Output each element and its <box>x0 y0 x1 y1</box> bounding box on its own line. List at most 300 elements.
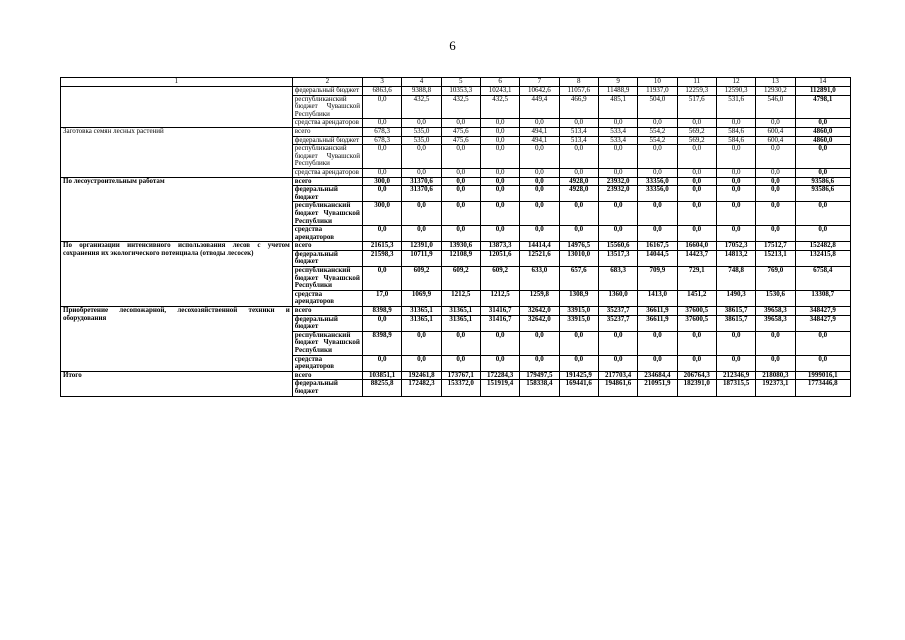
value-cell: 0,0 <box>756 145 795 169</box>
value-cell: 0,0 <box>441 168 480 177</box>
value-cell: 6863,6 <box>362 87 401 96</box>
value-cell: 554,2 <box>638 136 677 145</box>
funding-source-cell: республиканский бюджет Чувашской Республики <box>292 95 362 119</box>
value-cell: 0,0 <box>362 226 401 242</box>
value-cell: 1212,5 <box>441 290 480 306</box>
value-cell: 12051,6 <box>480 250 519 266</box>
value-cell: 1360,0 <box>598 290 637 306</box>
value-cell: 300,0 <box>362 177 401 186</box>
value-cell: 39658,3 <box>756 307 795 316</box>
value-cell: 8398,9 <box>362 307 401 316</box>
value-cell: 0,0 <box>559 145 598 169</box>
value-cell: 17052,3 <box>716 242 755 251</box>
value-cell: 769,0 <box>756 267 795 291</box>
value-cell: 0,0 <box>520 202 559 226</box>
value-cell: 0,0 <box>441 331 480 355</box>
value-cell: 0,0 <box>716 202 755 226</box>
value-cell: 609,2 <box>480 267 519 291</box>
value-cell: 0,0 <box>677 226 716 242</box>
total-value-cell: 348427,9 <box>795 315 850 331</box>
value-cell: 13930,6 <box>441 242 480 251</box>
value-cell: 21598,3 <box>362 250 401 266</box>
value-cell: 0,0 <box>638 226 677 242</box>
value-cell: 33356,0 <box>638 186 677 202</box>
value-cell: 0,0 <box>480 355 519 371</box>
total-value-cell: 6758,4 <box>795 267 850 291</box>
value-cell: 0,0 <box>441 355 480 371</box>
funding-source-cell: всего <box>292 307 362 316</box>
value-cell: 609,2 <box>441 267 480 291</box>
value-cell: 8398,9 <box>362 331 401 355</box>
column-header: 10 <box>638 78 677 87</box>
value-cell: 0,0 <box>480 119 519 128</box>
column-header: 12 <box>716 78 755 87</box>
value-cell: 0,0 <box>756 186 795 202</box>
value-cell: 210951,9 <box>638 380 677 396</box>
funding-source-cell: всего <box>292 242 362 251</box>
column-number-row <box>61 78 851 87</box>
value-cell: 0,0 <box>362 119 401 128</box>
value-cell: 554,2 <box>638 127 677 136</box>
value-cell: 584,6 <box>716 136 755 145</box>
value-cell: 0,0 <box>402 168 441 177</box>
value-cell: 0,0 <box>480 177 519 186</box>
value-cell: 0,0 <box>756 168 795 177</box>
value-cell: 0,0 <box>441 145 480 169</box>
column-header: 6 <box>480 78 519 87</box>
value-cell: 709,9 <box>638 267 677 291</box>
value-cell: 15560,6 <box>598 242 637 251</box>
value-cell: 600,4 <box>756 127 795 136</box>
table-row <box>61 242 851 251</box>
value-cell: 31365,1 <box>402 315 441 331</box>
budget-table-wrapper <box>60 77 851 397</box>
value-cell: 0,0 <box>480 202 519 226</box>
value-cell: 678,3 <box>362 127 401 136</box>
value-cell: 12259,3 <box>677 87 716 96</box>
total-value-cell: 4860,0 <box>795 127 850 136</box>
activity-cell: Итого <box>61 371 293 396</box>
value-cell: 36611,9 <box>638 315 677 331</box>
value-cell: 1451,2 <box>677 290 716 306</box>
value-cell: 0,0 <box>480 127 519 136</box>
value-cell: 32642,0 <box>520 315 559 331</box>
value-cell: 494,1 <box>520 136 559 145</box>
value-cell: 172284,3 <box>480 371 519 380</box>
value-cell: 0,0 <box>362 168 401 177</box>
value-cell: 33915,0 <box>559 315 598 331</box>
value-cell: 17,0 <box>362 290 401 306</box>
value-cell: 88255,8 <box>362 380 401 396</box>
funding-source-cell: федеральный бюджет <box>292 136 362 145</box>
value-cell: 10243,1 <box>480 87 519 96</box>
column-header: 1 <box>61 78 293 87</box>
value-cell: 475,6 <box>441 127 480 136</box>
value-cell: 504,0 <box>638 95 677 119</box>
value-cell: 169441,6 <box>559 380 598 396</box>
total-value-cell: 1773446,8 <box>795 380 850 396</box>
value-cell: 0,0 <box>559 202 598 226</box>
value-cell: 14044,5 <box>638 250 677 266</box>
value-cell: 0,0 <box>362 95 401 119</box>
value-cell: 0,0 <box>402 331 441 355</box>
value-cell: 33915,0 <box>559 307 598 316</box>
value-cell: 0,0 <box>441 202 480 226</box>
value-cell: 0,0 <box>716 145 755 169</box>
value-cell: 513,4 <box>559 127 598 136</box>
funding-source-cell: средства арендаторов <box>292 290 362 306</box>
value-cell: 0,0 <box>756 119 795 128</box>
value-cell: 584,6 <box>716 127 755 136</box>
value-cell: 0,0 <box>559 226 598 242</box>
value-cell: 0,0 <box>520 331 559 355</box>
value-cell: 23932,0 <box>598 186 637 202</box>
value-cell: 0,0 <box>716 331 755 355</box>
column-header: 11 <box>677 78 716 87</box>
value-cell: 103851,1 <box>362 371 401 380</box>
value-cell: 31365,1 <box>441 307 480 316</box>
value-cell: 0,0 <box>677 202 716 226</box>
column-header: 9 <box>598 78 637 87</box>
value-cell: 12108,9 <box>441 250 480 266</box>
total-value-cell: 112891,0 <box>795 87 850 96</box>
page-number: 6 <box>449 38 456 53</box>
activity-cell: Приобретение лесопожарной, лесохозяйственной техники и оборудования <box>61 307 293 372</box>
total-value-cell: 4798,1 <box>795 95 850 119</box>
value-cell: 0,0 <box>716 119 755 128</box>
value-cell: 4928,0 <box>559 186 598 202</box>
value-cell: 206764,3 <box>677 371 716 380</box>
value-cell: 432,5 <box>441 95 480 119</box>
value-cell: 0,0 <box>598 355 637 371</box>
activity-cell: По организации интенсивного использования лесов с учетом сохранения их экологического потенциала (отводы лесосек) <box>61 242 293 307</box>
value-cell: 14813,2 <box>716 250 755 266</box>
value-cell: 0,0 <box>756 202 795 226</box>
value-cell: 0,0 <box>677 355 716 371</box>
value-cell: 0,0 <box>716 355 755 371</box>
value-cell: 13873,3 <box>480 242 519 251</box>
value-cell: 0,0 <box>756 226 795 242</box>
value-cell: 0,0 <box>598 331 637 355</box>
value-cell: 11488,9 <box>598 87 637 96</box>
column-header: 8 <box>559 78 598 87</box>
column-header: 4 <box>402 78 441 87</box>
value-cell: 31370,6 <box>402 186 441 202</box>
value-cell: 12590,3 <box>716 87 755 96</box>
value-cell: 0,0 <box>559 355 598 371</box>
value-cell: 0,0 <box>520 119 559 128</box>
value-cell: 0,0 <box>441 226 480 242</box>
value-cell: 0,0 <box>559 168 598 177</box>
activity-cell: По лесоустроительным работам <box>61 177 293 242</box>
value-cell: 0,0 <box>677 119 716 128</box>
value-cell: 12391,0 <box>402 242 441 251</box>
value-cell: 600,4 <box>756 136 795 145</box>
value-cell: 0,0 <box>402 145 441 169</box>
value-cell: 17512,7 <box>756 242 795 251</box>
funding-source-cell: всего <box>292 371 362 380</box>
value-cell: 0,0 <box>441 119 480 128</box>
value-cell: 10353,3 <box>441 87 480 96</box>
funding-source-cell: средства арендаторов <box>292 119 362 128</box>
value-cell: 0,0 <box>559 119 598 128</box>
value-cell: 158338,4 <box>520 380 559 396</box>
value-cell: 14423,7 <box>677 250 716 266</box>
total-value-cell: 93586,6 <box>795 177 850 186</box>
value-cell: 13517,3 <box>598 250 637 266</box>
total-value-cell: 0,0 <box>795 355 850 371</box>
total-value-cell: 132415,8 <box>795 250 850 266</box>
value-cell: 37600,5 <box>677 315 716 331</box>
value-cell: 14976,5 <box>559 242 598 251</box>
value-cell: 182391,0 <box>677 380 716 396</box>
value-cell: 0,0 <box>441 186 480 202</box>
value-cell: 0,0 <box>638 168 677 177</box>
value-cell: 10642,6 <box>520 87 559 96</box>
funding-source-cell: средства арендаторов <box>292 355 362 371</box>
value-cell: 0,0 <box>716 168 755 177</box>
value-cell: 432,5 <box>480 95 519 119</box>
value-cell: 0,0 <box>598 119 637 128</box>
column-header: 14 <box>795 78 850 87</box>
value-cell: 12521,6 <box>520 250 559 266</box>
value-cell: 0,0 <box>638 202 677 226</box>
value-cell: 39658,3 <box>756 315 795 331</box>
activity-cell <box>61 87 293 128</box>
value-cell: 513,4 <box>559 136 598 145</box>
table-row <box>61 307 851 316</box>
value-cell: 0,0 <box>638 145 677 169</box>
total-value-cell: 93586,6 <box>795 186 850 202</box>
total-value-cell: 0,0 <box>795 119 850 128</box>
value-cell: 21615,3 <box>362 242 401 251</box>
value-cell: 1212,5 <box>480 290 519 306</box>
total-value-cell: 0,0 <box>795 168 850 177</box>
value-cell: 192461,8 <box>402 371 441 380</box>
value-cell: 16604,0 <box>677 242 716 251</box>
value-cell: 0,0 <box>756 355 795 371</box>
value-cell: 0,0 <box>638 119 677 128</box>
value-cell: 1308,9 <box>559 290 598 306</box>
value-cell: 0,0 <box>402 119 441 128</box>
column-header: 3 <box>362 78 401 87</box>
value-cell: 10711,9 <box>402 250 441 266</box>
funding-source-cell: федеральный бюджет <box>292 250 362 266</box>
funding-source-cell: всего <box>292 177 362 186</box>
value-cell: 0,0 <box>480 331 519 355</box>
funding-source-cell: федеральный бюджет <box>292 315 362 331</box>
value-cell: 0,0 <box>362 355 401 371</box>
value-cell: 0,0 <box>677 331 716 355</box>
value-cell: 0,0 <box>756 177 795 186</box>
column-header: 5 <box>441 78 480 87</box>
value-cell: 0,0 <box>677 186 716 202</box>
value-cell: 36611,9 <box>638 307 677 316</box>
value-cell: 1259,8 <box>520 290 559 306</box>
value-cell: 0,0 <box>402 226 441 242</box>
value-cell: 533,4 <box>598 136 637 145</box>
value-cell: 466,9 <box>559 95 598 119</box>
value-cell: 449,4 <box>520 95 559 119</box>
value-cell: 16167,5 <box>638 242 677 251</box>
value-cell: 9388,8 <box>402 87 441 96</box>
value-cell: 0,0 <box>520 168 559 177</box>
value-cell: 0,0 <box>362 315 401 331</box>
value-cell: 38615,7 <box>716 307 755 316</box>
value-cell: 194861,6 <box>598 380 637 396</box>
value-cell: 0,0 <box>598 168 637 177</box>
value-cell: 218080,3 <box>756 371 795 380</box>
value-cell: 0,0 <box>362 145 401 169</box>
table-row <box>61 127 851 136</box>
funding-source-cell: республиканский бюджет Чувашской Республики <box>292 202 362 226</box>
value-cell: 31365,1 <box>441 315 480 331</box>
value-cell: 31416,7 <box>480 315 519 331</box>
value-cell: 535,0 <box>402 136 441 145</box>
funding-source-cell: федеральный бюджет <box>292 380 362 396</box>
value-cell: 485,1 <box>598 95 637 119</box>
value-cell: 678,3 <box>362 136 401 145</box>
value-cell: 0,0 <box>677 177 716 186</box>
value-cell: 0,0 <box>362 186 401 202</box>
value-cell: 153372,0 <box>441 380 480 396</box>
funding-source-cell: республиканский бюджет Чувашской Республики <box>292 145 362 169</box>
value-cell: 1069,9 <box>402 290 441 306</box>
activity-cell: Заготовка семян лесных растений <box>61 127 293 177</box>
value-cell: 38615,7 <box>716 315 755 331</box>
value-cell: 0,0 <box>480 186 519 202</box>
value-cell: 0,0 <box>559 331 598 355</box>
value-cell: 657,6 <box>559 267 598 291</box>
value-cell: 31365,1 <box>402 307 441 316</box>
value-cell: 179497,5 <box>520 371 559 380</box>
value-cell: 32642,0 <box>520 307 559 316</box>
table-row <box>61 177 851 186</box>
value-cell: 0,0 <box>402 202 441 226</box>
total-value-cell: 4860,0 <box>795 136 850 145</box>
value-cell: 37600,5 <box>677 307 716 316</box>
value-cell: 0,0 <box>598 226 637 242</box>
funding-source-cell: республиканский бюджет Чувашской Республики <box>292 331 362 355</box>
value-cell: 0,0 <box>441 177 480 186</box>
total-value-cell: 0,0 <box>795 202 850 226</box>
value-cell: 173767,1 <box>441 371 480 380</box>
value-cell: 1490,3 <box>716 290 755 306</box>
value-cell: 300,0 <box>362 202 401 226</box>
total-value-cell: 348427,9 <box>795 307 850 316</box>
value-cell: 569,2 <box>677 136 716 145</box>
value-cell: 0,0 <box>480 168 519 177</box>
value-cell: 11057,6 <box>559 87 598 96</box>
funding-source-cell: федеральный бюджет <box>292 186 362 202</box>
value-cell: 0,0 <box>638 355 677 371</box>
value-cell: 0,0 <box>520 226 559 242</box>
value-cell: 533,4 <box>598 127 637 136</box>
value-cell: 234684,4 <box>638 371 677 380</box>
value-cell: 0,0 <box>598 145 637 169</box>
value-cell: 535,0 <box>402 127 441 136</box>
value-cell: 35237,7 <box>598 315 637 331</box>
value-cell: 0,0 <box>716 177 755 186</box>
value-cell: 0,0 <box>520 145 559 169</box>
total-value-cell: 0,0 <box>795 145 850 169</box>
value-cell: 494,1 <box>520 127 559 136</box>
value-cell: 31370,6 <box>402 177 441 186</box>
value-cell: 172482,3 <box>402 380 441 396</box>
value-cell: 531,6 <box>716 95 755 119</box>
value-cell: 748,8 <box>716 267 755 291</box>
value-cell: 0,0 <box>716 186 755 202</box>
value-cell: 633,0 <box>520 267 559 291</box>
column-header: 7 <box>520 78 559 87</box>
funding-source-cell: всего <box>292 127 362 136</box>
value-cell: 0,0 <box>480 145 519 169</box>
value-cell: 33356,0 <box>638 177 677 186</box>
value-cell: 212346,9 <box>716 371 755 380</box>
value-cell: 35237,7 <box>598 307 637 316</box>
funding-source-cell: федеральный бюджет <box>292 87 362 96</box>
value-cell: 11937,0 <box>638 87 677 96</box>
value-cell: 13010,0 <box>559 250 598 266</box>
value-cell: 23932,0 <box>598 177 637 186</box>
funding-source-cell: средства арендаторов <box>292 168 362 177</box>
value-cell: 12930,2 <box>756 87 795 96</box>
value-cell: 546,0 <box>756 95 795 119</box>
value-cell: 517,6 <box>677 95 716 119</box>
value-cell: 31416,7 <box>480 307 519 316</box>
value-cell: 151919,4 <box>480 380 519 396</box>
funding-source-cell: средства арендаторов <box>292 226 362 242</box>
value-cell: 4928,0 <box>559 177 598 186</box>
total-value-cell: 1999016,1 <box>795 371 850 380</box>
value-cell: 729,1 <box>677 267 716 291</box>
value-cell: 217703,4 <box>598 371 637 380</box>
value-cell: 15213,1 <box>756 250 795 266</box>
value-cell: 191425,9 <box>559 371 598 380</box>
value-cell: 0,0 <box>520 186 559 202</box>
table-row <box>61 371 851 380</box>
value-cell: 0,0 <box>402 355 441 371</box>
value-cell: 192373,1 <box>756 380 795 396</box>
value-cell: 683,3 <box>598 267 637 291</box>
value-cell: 0,0 <box>480 226 519 242</box>
value-cell: 475,6 <box>441 136 480 145</box>
funding-source-cell: республиканский бюджет Чувашской Республики <box>292 267 362 291</box>
value-cell: 187315,5 <box>716 380 755 396</box>
total-value-cell: 152482,8 <box>795 242 850 251</box>
value-cell: 0,0 <box>362 267 401 291</box>
value-cell: 432,5 <box>402 95 441 119</box>
value-cell: 0,0 <box>716 226 755 242</box>
value-cell: 0,0 <box>756 331 795 355</box>
total-value-cell: 13308,7 <box>795 290 850 306</box>
value-cell: 14414,4 <box>520 242 559 251</box>
value-cell: 0,0 <box>677 145 716 169</box>
column-header: 2 <box>292 78 362 87</box>
value-cell: 0,0 <box>677 168 716 177</box>
value-cell: 0,0 <box>520 355 559 371</box>
value-cell: 0,0 <box>520 177 559 186</box>
table-row <box>61 87 851 96</box>
value-cell: 569,2 <box>677 127 716 136</box>
value-cell: 0,0 <box>480 136 519 145</box>
value-cell: 0,0 <box>638 331 677 355</box>
column-header: 13 <box>756 78 795 87</box>
total-value-cell: 0,0 <box>795 331 850 355</box>
table-body <box>61 78 851 397</box>
value-cell: 609,2 <box>402 267 441 291</box>
value-cell: 1530,6 <box>756 290 795 306</box>
